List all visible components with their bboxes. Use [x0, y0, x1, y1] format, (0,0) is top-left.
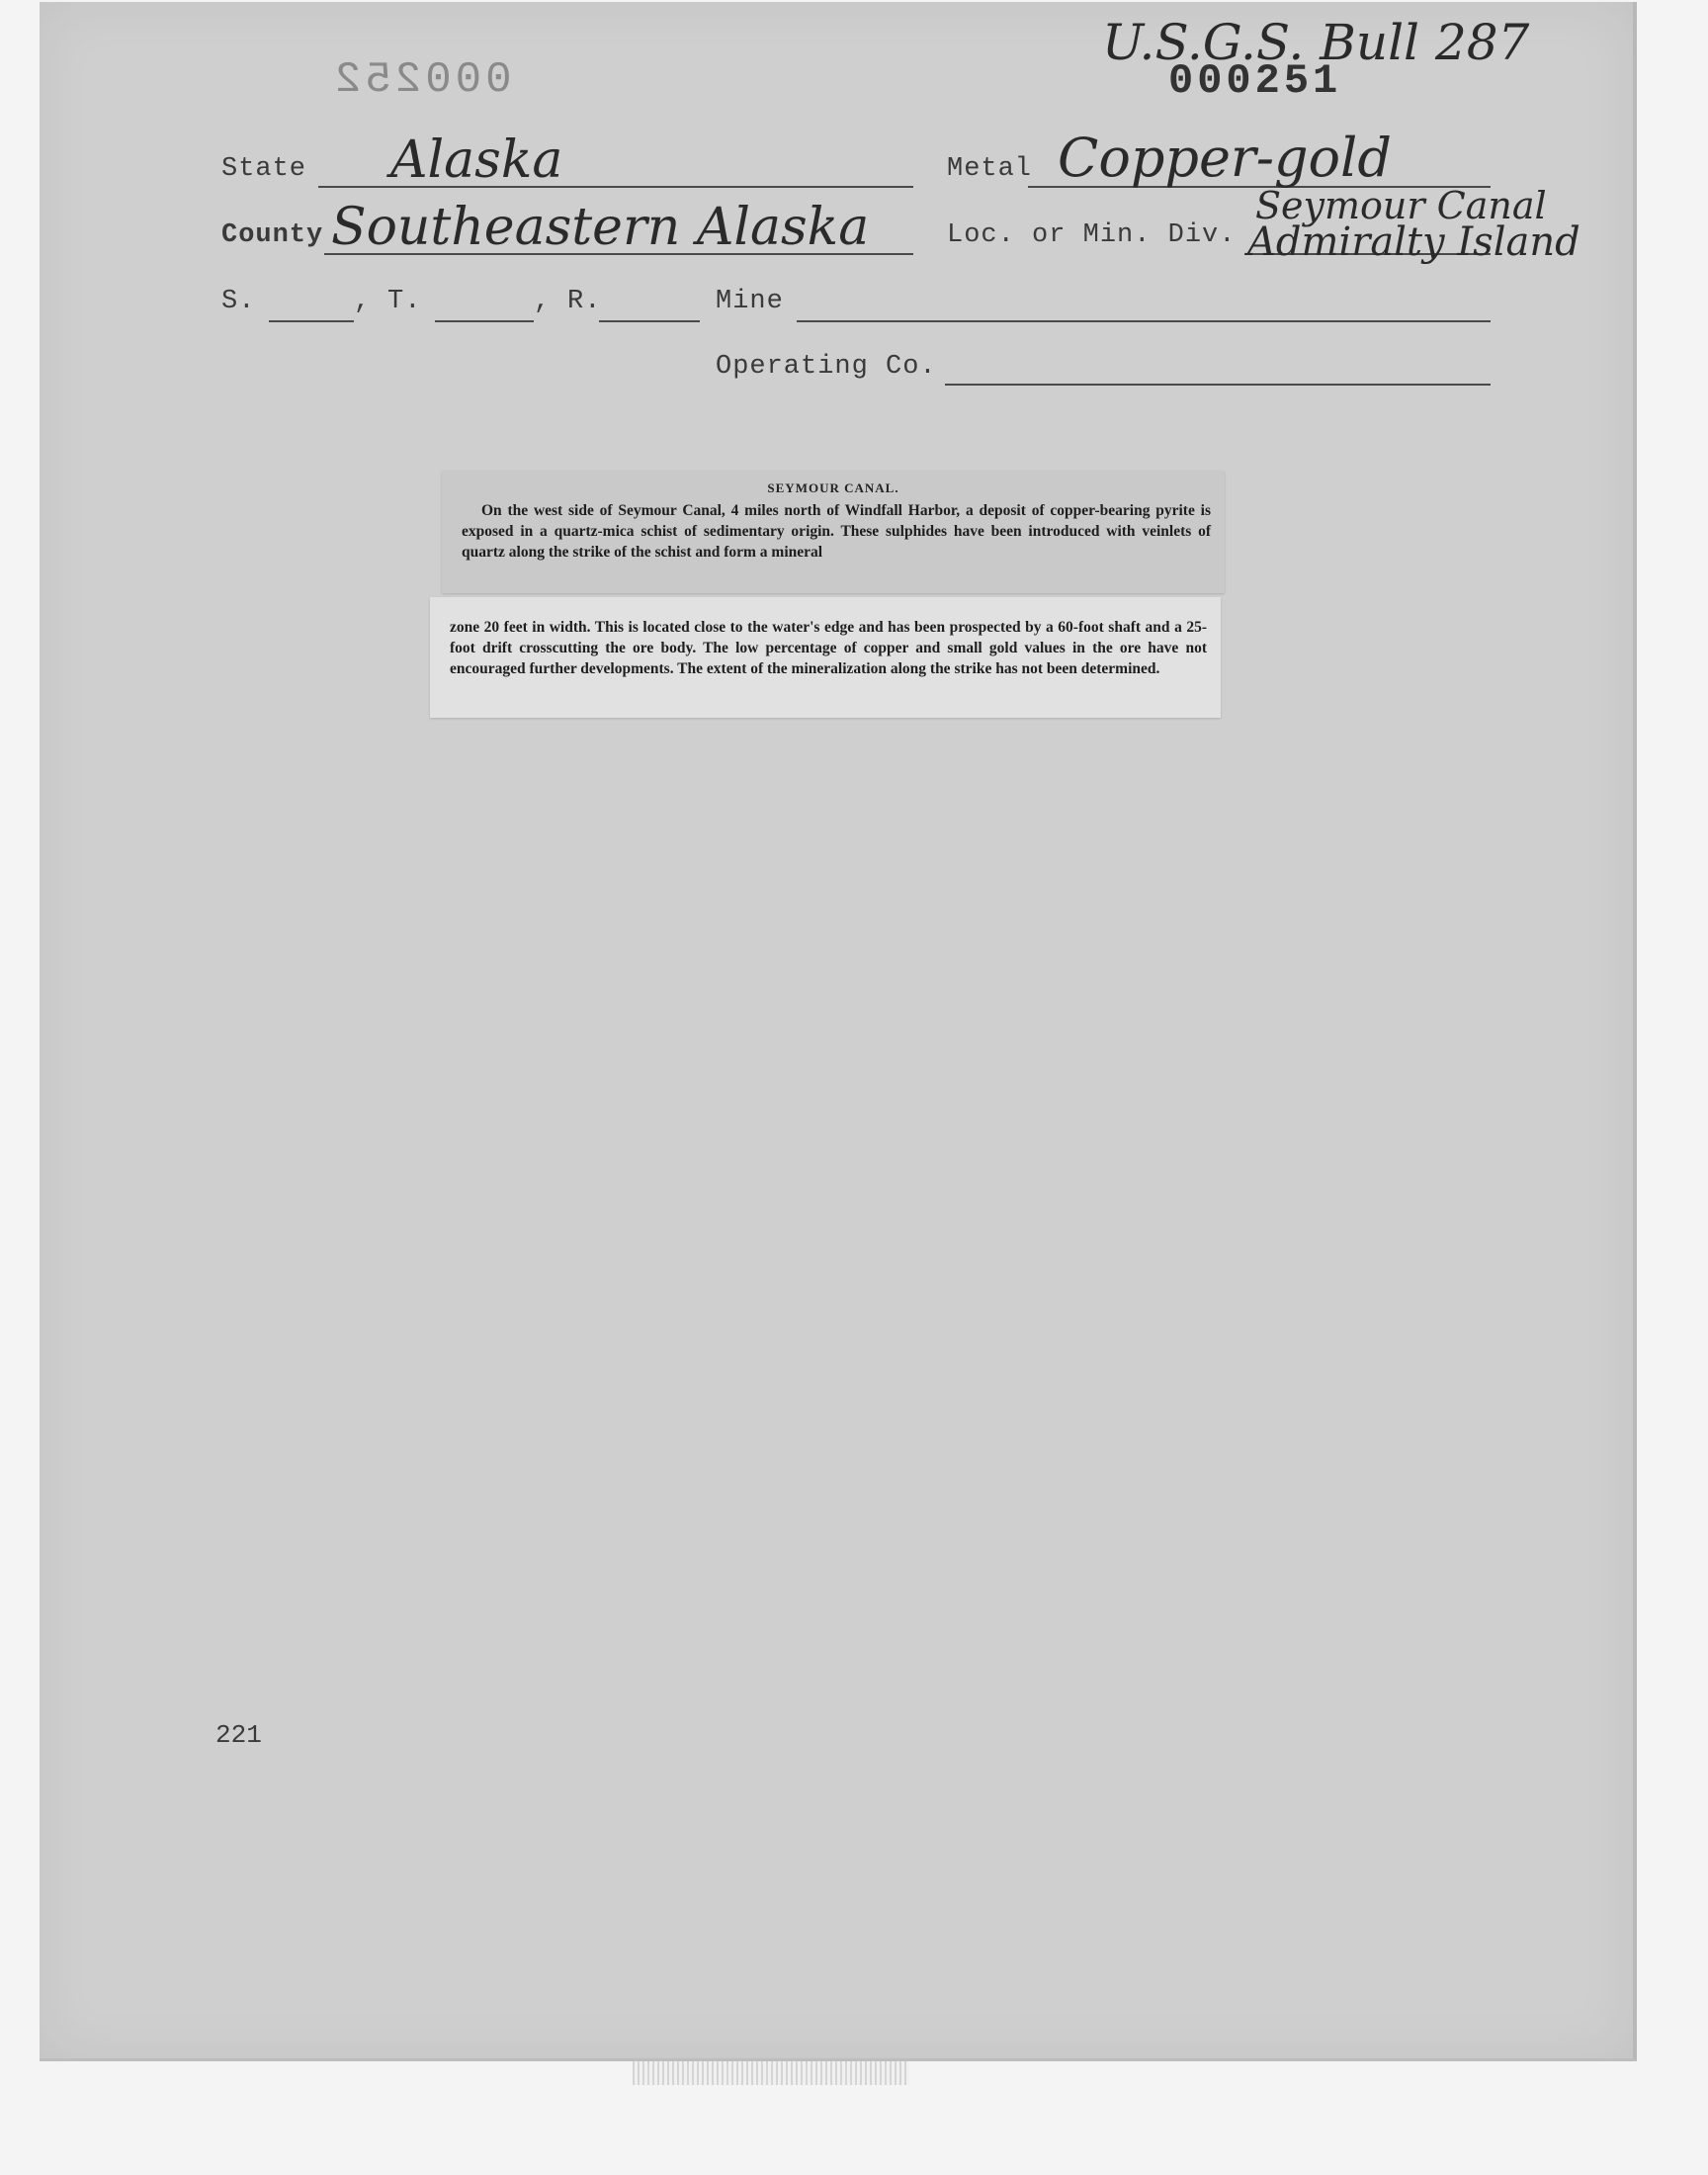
mine-label: Mine: [716, 287, 784, 316]
section-label: S.: [221, 287, 256, 316]
state-value: Alaska: [390, 130, 563, 190]
mine-line: [797, 320, 1491, 322]
clipping-part2: [430, 597, 1221, 718]
state-label: State: [221, 154, 307, 184]
township-line: [435, 320, 534, 322]
clipping-paragraph-part1: On the west side of Seymour Canal, 4 miles north of Windfall Harbor, a deposit of copper-bearing pyrite is exposed in a quartz-mica schist of sedimentary origin. These sulphides have been introduced with veinlets of quartz along the strike of the schist and form a mineral: [462, 502, 1211, 561]
record-card: [40, 2, 1637, 2061]
page-number: 221: [215, 1720, 262, 1750]
clipping-part1: [442, 471, 1225, 593]
stamp-number: 000251: [1168, 57, 1342, 105]
loc-label: Loc. or Min. Div.: [947, 220, 1237, 250]
section-line: [269, 320, 354, 322]
handwritten-reference: U.S.G.S. Bull 287: [1102, 14, 1530, 71]
comma-1: ,: [354, 287, 372, 316]
county-value: Southeastern Alaska: [331, 198, 870, 257]
loc-value-line2: Admiralty Island: [1247, 219, 1580, 265]
mirrored-stamp-number: 000252: [331, 55, 512, 105]
clipping-title: SEYMOUR CANAL.: [767, 480, 899, 495]
comma-2: ,: [534, 287, 552, 316]
range-line: [599, 320, 700, 322]
metal-label: Metal: [947, 154, 1033, 184]
operating-label: Operating Co.: [716, 352, 937, 382]
range-label: R.: [567, 287, 602, 316]
township-label: T.: [387, 287, 422, 316]
loc-value-line1: Seymour Canal: [1255, 184, 1547, 227]
operating-line: [945, 384, 1491, 386]
clipping-paragraph-part2: zone 20 feet in width. This is located close to the water's edge and has been prospected by a 60-foot shaft and a 25-foot drift crosscutting the ore body. The low percentage of copper and small gold values in the ore have not encouraged further developments. The extent of the mineralization along the strike has not been determined.: [450, 619, 1207, 677]
county-label: County: [221, 220, 324, 250]
metal-value: Copper-gold: [1058, 127, 1392, 189]
scan-artifact: [633, 2061, 909, 2085]
